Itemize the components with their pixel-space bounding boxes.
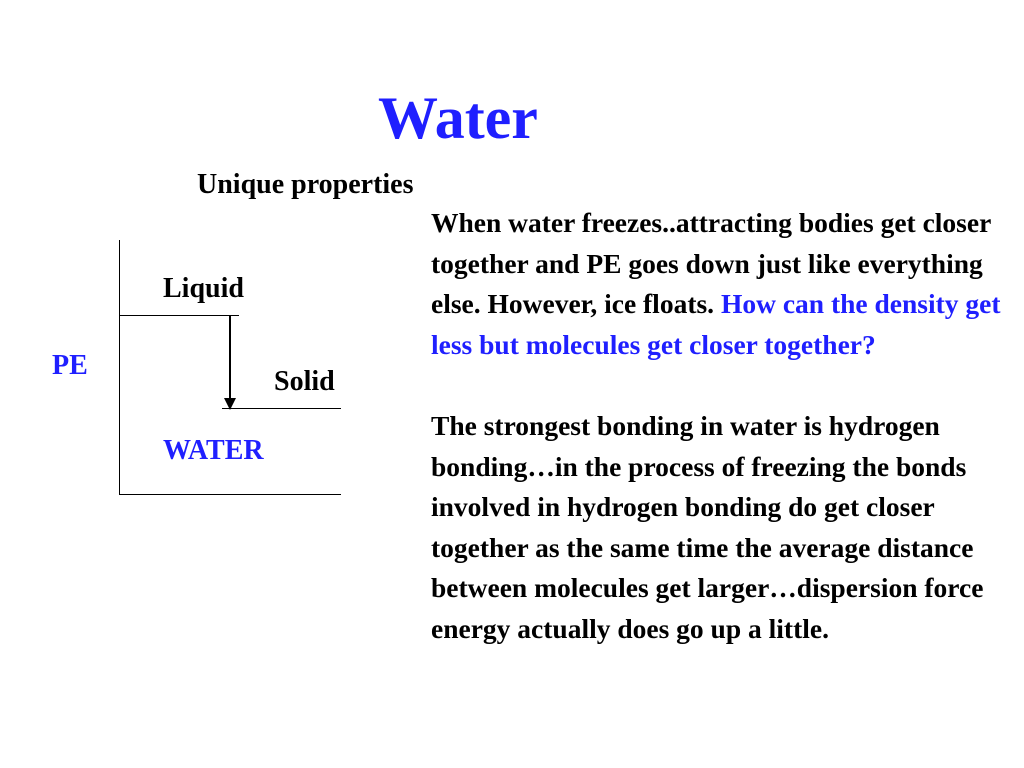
freezing-paragraph [431, 203, 1021, 365]
water-label: WATER [163, 435, 264, 466]
hydrogen-bonding-paragraph: The strongest bonding in water is hydrogen bonding…in the process of freezing the bonds involved in hydrogen bonding do get closer together as the same time the average distance between molecules get larger…dispersion force energy actually does go up a little. [431, 409, 984, 644]
baseline [119, 494, 341, 495]
paragraph-spacer [431, 365, 1021, 406]
explanation-text [431, 203, 1021, 650]
density-question: How can the density get less but molecules get closer together? [431, 288, 1001, 360]
freezing-arrow-shaft [229, 316, 231, 400]
liquid-label: Liquid [163, 273, 244, 304]
pe-axis-label: PE [52, 350, 88, 381]
pe-axis-line [119, 240, 120, 495]
freezing-statement: When water freezes..attracting bodies get closer together and PE goes down just like everything else. However, ice floats. [431, 207, 991, 320]
solid-level-line [222, 408, 341, 409]
liquid-level-line [119, 315, 239, 316]
slide-title: Water [378, 85, 538, 151]
slide-subtitle: Unique properties [197, 169, 414, 200]
solid-label: Solid [274, 366, 335, 397]
